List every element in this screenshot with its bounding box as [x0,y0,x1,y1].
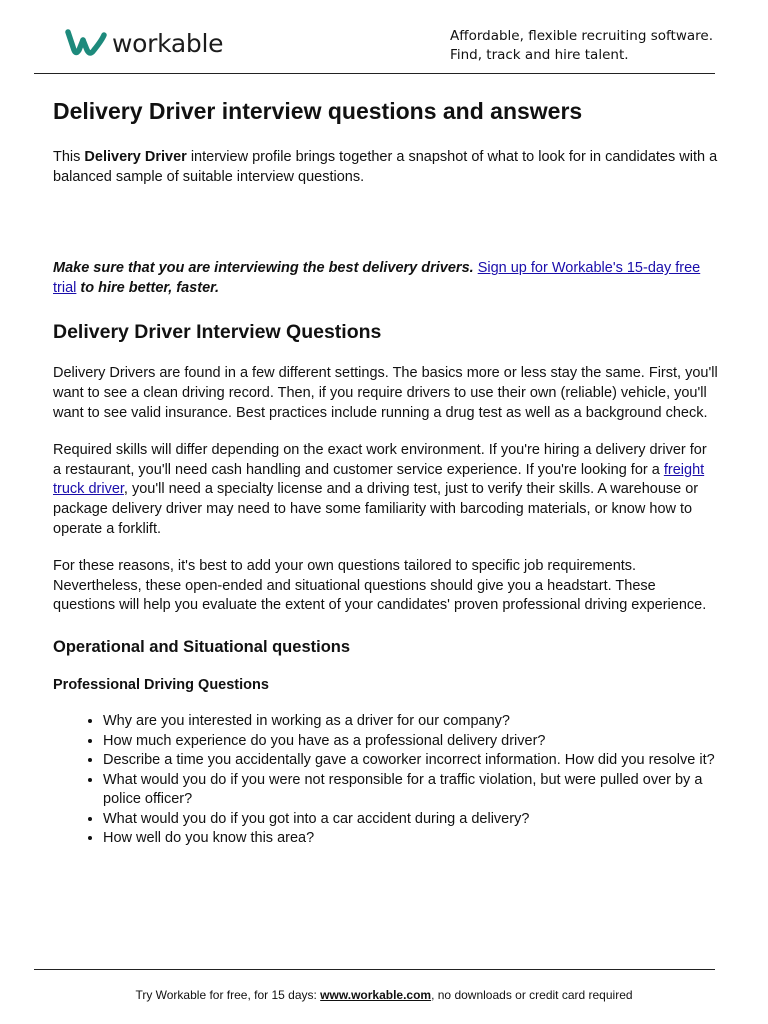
footer-divider [34,969,715,970]
page-footer [0,987,768,1003]
workable-logo-icon [64,28,108,58]
list-item: • What would you do if you were not responsible for a traffic violation, but were pulled over by a police officer? [103,771,718,810]
tagline-line-1: Affordable, flexible recruiting software. [450,28,713,44]
list-item: • What would you do if you got into a car accident during a delivery? [103,810,718,830]
freight-truck-driver-link[interactable]: freight truck driver [53,461,705,498]
paragraph-settings: Delivery Drivers are found in a few different settings. The basics more or less stay the same. First, you'll want to see a clean driving record. Then, if you require drivers to use their own (reliable) vehicle, you'll want to see valid insurance. Best practices include running a drug test as well as a background check. [53,365,718,421]
list-item: • Why are you interested in working as a driver for our company? [103,712,718,732]
workable-website-link[interactable]: www.workable.com [320,988,432,1002]
skills-before: Required skills will differ depending on the exact work environment. If you're hiring a delivery driver for a restaurant, you'll need cash handling and customer service experience. If you're looking for a [53,442,707,478]
intro-bold: Delivery Driver [84,149,187,165]
subsubsection-title: Professional Driving Questions [53,676,269,693]
section-title: Delivery Driver Interview Questions [53,321,382,344]
header-tagline [450,27,713,65]
page-title: Delivery Driver interview questions and answers [53,98,583,124]
footer-after: , no downloads or credit card required [431,988,633,1002]
workable-logo[interactable] [64,28,223,58]
tagline-line-2: Find, track and hire talent. [450,47,629,63]
questions-list [53,712,718,849]
list-item: • How much experience do you have as a professional delivery driver? [103,732,718,752]
main-content [53,96,718,849]
skills-after: , you'll need a specialty license and a driving test, just to verify their skills. A warehouse or package delivery driver may need to have some familiarity with barcoding materials, or know how to operate a forklift. [53,481,699,537]
list-item: • How well do you know this area? [103,829,718,849]
free-trial-link[interactable]: Sign up for Workable's 15-day free trial [53,260,701,296]
logo-wordmark: workable [112,28,224,58]
list-item: • Describe a time you accidentally gave a coworker incorrect information. How did you resolve it? [103,751,718,771]
cta-lead: Make sure that you are interviewing the best delivery drivers. [53,260,474,277]
page-header [34,0,715,74]
cta-paragraph [53,259,718,298]
footer-before: Try Workable for free, for 15 days: [135,988,321,1002]
intro-after: interview profile brings together a snapshot of what to look for in candidates with a balanced sample of suitable interview questions. [53,149,718,185]
subsection-title: Operational and Situational questions [53,637,351,656]
intro-paragraph [53,148,718,187]
paragraph-skills [53,441,718,539]
intro-before: This [53,149,85,165]
paragraph-reasons: For these reasons, it's best to add your own questions tailored to specific job requirements. Nevertheless, these open-ended and situational questions should give you a headstart. These questions will help you evaluate the extent of your candidates' proven professional driving experience. [53,558,707,614]
cta-tail: to hire better, faster. [76,279,220,296]
